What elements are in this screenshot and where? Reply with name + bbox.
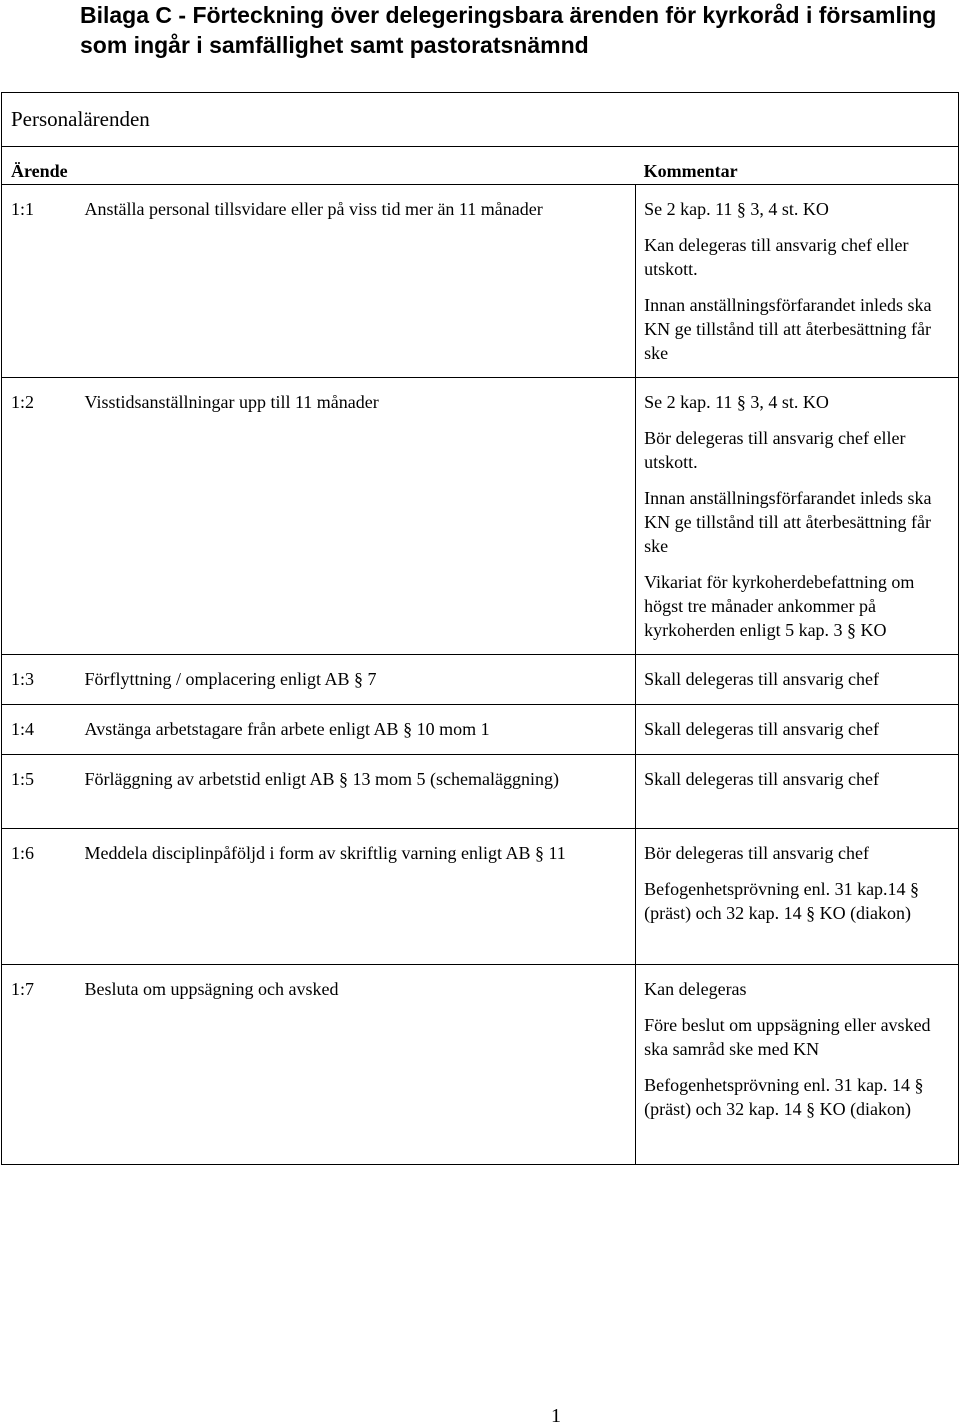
row-description: Meddela disciplinpåföljd i form av skriftlig varning enligt AB § 11: [85, 829, 636, 965]
row-description: Visstidsanställningar upp till 11 månader: [85, 378, 636, 655]
comment-paragraph: Kan delegeras till ansvarig chef eller utskott.: [644, 235, 909, 279]
comment-paragraph: Befogenhetsprövning enl. 31 kap.14 § (präst) och 32 kap. 14 § KO (diakon): [644, 879, 920, 923]
comment-paragraph: Befogenhetsprövning enl. 31 kap. 14 § (präst) och 32 kap. 14 § KO (diakon): [644, 1075, 924, 1119]
row-number: 1:3: [2, 655, 85, 705]
column-header-row: [2, 147, 959, 185]
row-comment: [636, 705, 959, 755]
comment-paragraph: Se 2 kap. 11 § 3, 4 st. KO: [644, 392, 829, 412]
comment-paragraph: Kan delegeras: [644, 979, 747, 999]
row-comment: [636, 965, 959, 1165]
table-row: [2, 655, 959, 705]
row-number: 1:2: [2, 378, 85, 655]
row-comment: [636, 378, 959, 655]
table-row: [2, 755, 959, 829]
column-header-arende: Ärende: [2, 147, 636, 185]
row-number: 1:4: [2, 705, 85, 755]
row-number: 1:6: [2, 829, 85, 965]
row-description: Anställa personal tillsvidare eller på viss tid mer än 11 månader: [85, 185, 636, 378]
comment-paragraph: Skall delegeras till ansvarig chef: [644, 669, 880, 689]
comment-paragraph: Före beslut om uppsägning eller avsked ska samråd ske med KN: [644, 1015, 931, 1059]
table-row: [2, 705, 959, 755]
row-description: Besluta om uppsägning och avsked: [85, 965, 636, 1165]
table-row: [2, 965, 959, 1165]
table-row: [2, 829, 959, 965]
section-heading-row: [2, 93, 959, 147]
delegation-table: [1, 92, 959, 1165]
comment-paragraph: Skall delegeras till ansvarig chef: [644, 769, 880, 789]
section-heading: Personalärenden: [2, 93, 959, 147]
row-description: Förflyttning / omplacering enligt AB § 7: [85, 655, 636, 705]
comment-paragraph: Bör delegeras till ansvarig chef eller utskott.: [644, 428, 906, 472]
document-title: Bilaga C - Förteckning över delegeringsbara ärenden för kyrkoråd i församling som ingår i samfällighet samt pastoratsnämnd: [80, 2, 937, 58]
row-comment: [636, 655, 959, 705]
table-row: [2, 378, 959, 655]
row-number: 1:1: [2, 185, 85, 378]
comment-paragraph: Skall delegeras till ansvarig chef: [644, 719, 880, 739]
comment-paragraph: Se 2 kap. 11 § 3, 4 st. KO: [644, 199, 829, 219]
row-description: Avstänga arbetstagare från arbete enligt AB § 10 mom 1: [85, 705, 636, 755]
comment-paragraph: Vikariat för kyrkoherdebefattning om högst tre månader ankommer på kyrkoherden enligt 5 kap. 3 § KO: [644, 572, 915, 640]
page-number: 1: [551, 1405, 561, 1427]
row-comment: [636, 185, 959, 378]
row-number: 1:5: [2, 755, 85, 829]
row-number: 1:7: [2, 965, 85, 1165]
table-row: [2, 185, 959, 378]
row-comment: [636, 829, 959, 965]
comment-paragraph: Innan anställningsförfarandet inleds ska KN ge tillstånd till att återbesättning får ske: [644, 488, 932, 556]
row-comment: [636, 755, 959, 829]
comment-paragraph: Innan anställningsförfarandet inleds ska KN ge tillstånd till att återbesättning får ske: [644, 295, 932, 363]
column-header-kommentar: Kommentar: [636, 147, 959, 185]
row-description: Förläggning av arbetstid enligt AB § 13 mom 5 (schemaläggning): [85, 755, 636, 829]
comment-paragraph: Bör delegeras till ansvarig chef: [644, 843, 870, 863]
